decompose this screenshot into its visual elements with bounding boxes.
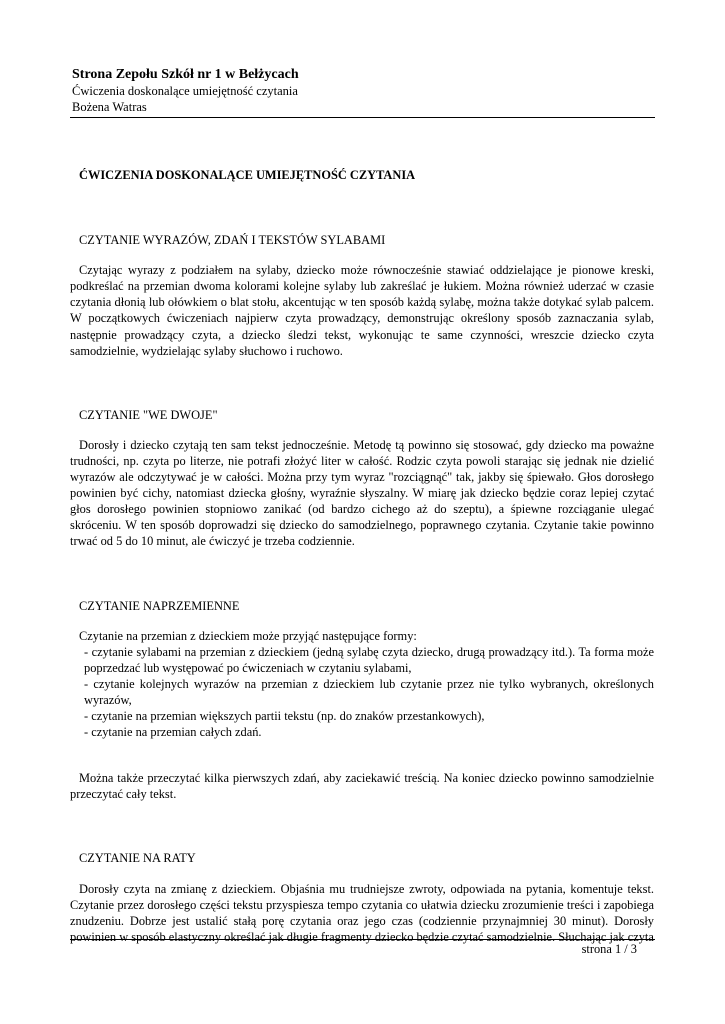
list-item: - czytanie kolejnych wyrazów na przemian z dzieckiem lub czytanie przez nie tylko wybranych, określonych wyrazów, [84, 676, 654, 707]
section-paragraph: Czytając wyrazy z podziałem na sylaby, dziecko może równocześnie stawiać oddzielające je pionowe kreski, podkreślać na przemian dwoma kolorami kolejne sylaby lub zakreślać je łukiem. Można również uderzać w czasie czytania dłonią lub ołówkiem o blat stołu, akcentując w ten sposób każdą sylabę, można także dotykać sylab palcem. W początkowych ćwiczeniach najpierw czyta prowadzący, demonstrując określony sposób zaznaczania sylab, następnie prowadzący czyta, a dziecko śledzi tekst, wykonując te same czynności, wreszcie dziecko czyta samodzielnie, wydzielając sylaby słuchowo i ruchowo. [70, 263, 654, 358]
section-heading-syllables: CZYTANIE WYRAZÓW, ZDAŃ I TEKSTÓW SYLABAMI [79, 233, 386, 248]
section-paragraph: Dorosły czyta na zmianę z dzieckiem. Objaśnia mu trudniejsze zwroty, odpowiada na pytania, komentuje tekst. Czytanie przez dorosłego części tekstu przyspiesza tempo czytania co ułatwia dziecku zrozumienie treści i zapobiega znudzeniu. Dobrze jest ustalić stałą porę czytania oraz jego czas (codziennie przynajmniej 30 minut). Dorosły powinien w sposób elastyczny określać jak długie fragmenty dziecko będzie czytać samodzielnie. Słuchając jak czyta [70, 881, 654, 944]
section-heading-together: CZYTANIE "WE DWOJE" [79, 407, 218, 422]
author-name: Bożena Watras [72, 100, 147, 114]
section-heading-alternating: CZYTANIE NAPRZEMIENNE [79, 598, 240, 613]
site-title: Strona Zepołu Szkół nr 1 w Bełżycach [72, 67, 299, 82]
section-paragraph: Czytanie na przemian z dzieckiem może przyjąć następujące formy: [79, 628, 417, 643]
document-subtitle: Ćwiczenia doskonalące umiejętność czytania [72, 84, 298, 98]
header-divider [70, 117, 655, 118]
page-number: strona 1 / 3 [581, 942, 637, 956]
section-heading-in-parts: CZYTANIE NA RATY [79, 851, 196, 866]
list-item: - czytanie na przemian większych partii tekstu (np. do znaków przestankowych), [84, 709, 485, 724]
document-body [70, 167, 654, 945]
list-item: - czytanie na przemian całych zdań. [84, 725, 262, 740]
section-paragraph: Dorosły i dziecko czytają ten sam tekst jednocześnie. Metodę tą powinno się stosować, gdy dziecko ma poważne trudności, np. czyta po literze, nie potrafi złożyć liter w całość. Rodzic czyta powoli starając się jednak nie dzielić wyrazów ale odczytywać je w całości. Można przy tym wyraz "rozciągnąć" tak, jakby się śpiewało. Głos dorosłego powinien być cichy, natomiast dziecka głośny, wyraźnie słyszalny. W miarę jak dziecko będzie coraz lepiej czytać głos dorosłego powinien stopniowo zanikać (od bardzo cichego aż do szeptu), a śpiewne rozciąganie ulegać skróceniu. W ten sposób doprowadzi się dziecko do samodzielnego, poprawnego czytania. Czytanie takie powinno trwać od 5 do 10 minut, ale ćwiczyć je trzeba codziennie. [70, 437, 654, 549]
section-paragraph: Można także przeczytać kilka pierwszych zdań, aby zaciekawić treścią. Na koniec dziecko powinno samodzielnie przeczytać cały tekst. [70, 771, 654, 802]
page-header [72, 66, 652, 115]
main-title: ĆWICZENIA DOSKONALĄCE UMIEJĘTNOŚĆ CZYTANIA [79, 168, 416, 182]
list-item: - czytanie sylabami na przemian z dzieckiem (jedną sylabę czyta dziecko, drugą prowadzący itd.). Ta forma może poprzedzać lub występować po ćwiczeniach w czytaniu sylabami, [84, 644, 654, 675]
footer-divider [70, 939, 655, 940]
